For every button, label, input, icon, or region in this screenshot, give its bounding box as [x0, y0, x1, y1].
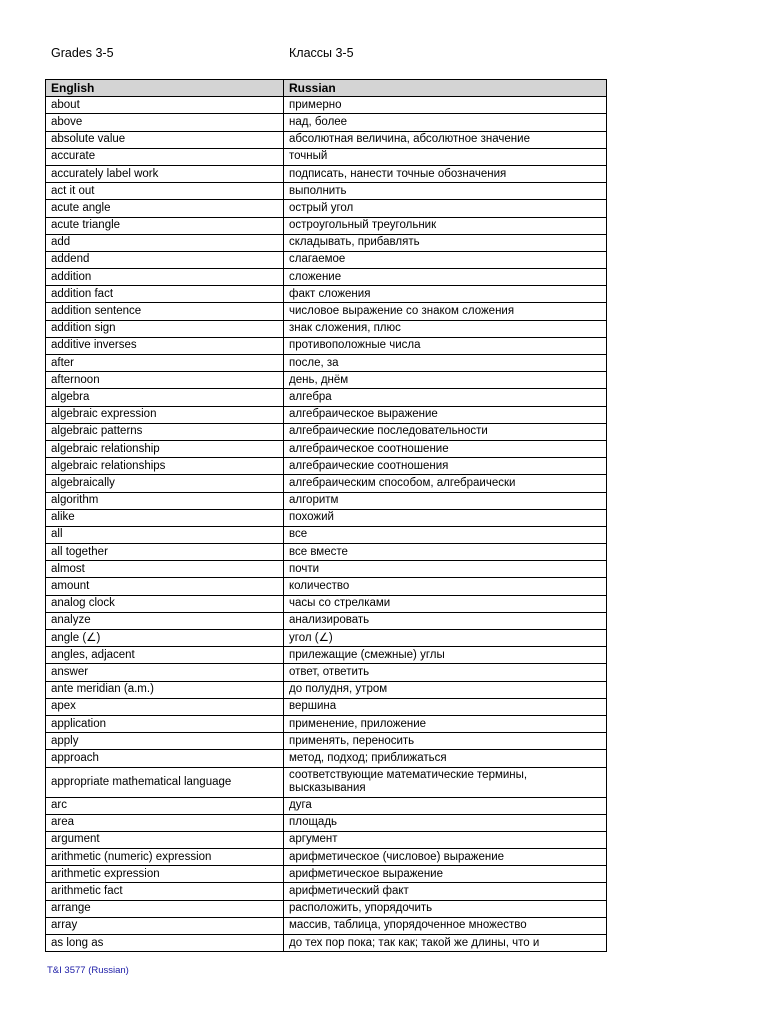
table-row: [46, 303, 607, 320]
table-row: [46, 935, 607, 952]
russian-term: до полудня, утром: [284, 681, 607, 698]
table-row: [46, 251, 607, 268]
russian-term: алгоритм: [284, 492, 607, 509]
table-header-row: [46, 80, 607, 97]
russian-term: все: [284, 526, 607, 543]
russian-term: сложение: [284, 269, 607, 286]
russian-term: вершина: [284, 698, 607, 715]
russian-term: остроугольный треугольник: [284, 217, 607, 234]
english-term: application: [46, 715, 284, 732]
russian-term: арифметический факт: [284, 883, 607, 900]
russian-term: арифметическое выражение: [284, 866, 607, 883]
russian-term: день, днём: [284, 372, 607, 389]
english-term: absolute value: [46, 131, 284, 148]
russian-term: алгебраические соотношения: [284, 458, 607, 475]
russian-term: соответствующие математические термины, высказывания: [284, 767, 607, 797]
table-row: [46, 269, 607, 286]
english-term: arc: [46, 797, 284, 814]
russian-term: количество: [284, 578, 607, 595]
english-term: all together: [46, 544, 284, 561]
english-term: algebraic expression: [46, 406, 284, 423]
english-term: acute triangle: [46, 217, 284, 234]
table-row: [46, 372, 607, 389]
english-term: algebraic relationships: [46, 458, 284, 475]
russian-term: числовое выражение со знаком сложения: [284, 303, 607, 320]
table-row: [46, 544, 607, 561]
russian-term: складывать, прибавлять: [284, 234, 607, 251]
table-row: [46, 148, 607, 165]
english-term: algebra: [46, 389, 284, 406]
table-row: [46, 561, 607, 578]
header-grades-russian: Классы 3-5: [289, 46, 354, 60]
english-term: addition fact: [46, 286, 284, 303]
table-row: [46, 664, 607, 681]
table-row: [46, 509, 607, 526]
russian-term: расположить, упорядочить: [284, 900, 607, 917]
russian-term: точный: [284, 148, 607, 165]
english-term: as long as: [46, 935, 284, 952]
table-row: [46, 320, 607, 337]
table-row: [46, 797, 607, 814]
glossary-table: [45, 79, 607, 952]
english-term: all: [46, 526, 284, 543]
english-term: analog clock: [46, 595, 284, 612]
english-term: accurate: [46, 148, 284, 165]
russian-term: массив, таблица, упорядоченное множество: [284, 917, 607, 934]
russian-term: над, более: [284, 114, 607, 131]
russian-term: факт сложения: [284, 286, 607, 303]
table-row: [46, 200, 607, 217]
table-row: [46, 526, 607, 543]
header-grades-english: Grades 3-5: [51, 46, 114, 60]
russian-term: анализировать: [284, 612, 607, 629]
russian-term: алгебраическое соотношение: [284, 440, 607, 457]
english-term: argument: [46, 831, 284, 848]
table-row: [46, 440, 607, 457]
table-row: [46, 475, 607, 492]
table-row: [46, 423, 607, 440]
russian-term: применять, переносить: [284, 733, 607, 750]
english-term: angle (∠): [46, 630, 284, 647]
table-row: [46, 217, 607, 234]
table-row: [46, 715, 607, 732]
table-row: [46, 750, 607, 767]
russian-term: арифметическое (числовое) выражение: [284, 849, 607, 866]
english-term: array: [46, 917, 284, 934]
english-term: arithmetic fact: [46, 883, 284, 900]
russian-term: подписать, нанести точные обозначения: [284, 165, 607, 182]
table-row: [46, 406, 607, 423]
english-term: additive inverses: [46, 337, 284, 354]
english-term: answer: [46, 664, 284, 681]
russian-term: острый угол: [284, 200, 607, 217]
table-row: [46, 831, 607, 848]
russian-term: алгебра: [284, 389, 607, 406]
column-header-english: English: [46, 80, 284, 97]
table-row: [46, 698, 607, 715]
russian-term: алгебраическим способом, алгебраически: [284, 475, 607, 492]
russian-term: применение, приложение: [284, 715, 607, 732]
russian-term: слагаемое: [284, 251, 607, 268]
russian-term: почти: [284, 561, 607, 578]
table-row: [46, 866, 607, 883]
table-row: [46, 647, 607, 664]
english-term: ante meridian (a.m.): [46, 681, 284, 698]
russian-term: часы со стрелками: [284, 595, 607, 612]
table-row: [46, 900, 607, 917]
english-term: afternoon: [46, 372, 284, 389]
english-term: about: [46, 97, 284, 114]
table-row: [46, 630, 607, 647]
english-term: apex: [46, 698, 284, 715]
english-term: addition: [46, 269, 284, 286]
table-row: [46, 234, 607, 251]
english-term: arithmetic (numeric) expression: [46, 849, 284, 866]
english-term: approach: [46, 750, 284, 767]
english-term: accurately label work: [46, 165, 284, 182]
russian-term: площадь: [284, 814, 607, 831]
table-row: [46, 849, 607, 866]
russian-term: выполнить: [284, 183, 607, 200]
table-row: [46, 165, 607, 182]
table-row: [46, 97, 607, 114]
table-row: [46, 814, 607, 831]
english-term: arithmetic expression: [46, 866, 284, 883]
table-row: [46, 578, 607, 595]
english-term: almost: [46, 561, 284, 578]
english-term: act it out: [46, 183, 284, 200]
table-row: [46, 767, 607, 797]
russian-term: после, за: [284, 355, 607, 372]
table-row: [46, 337, 607, 354]
english-term: acute angle: [46, 200, 284, 217]
table-row: [46, 355, 607, 372]
russian-term: алгебраические последовательности: [284, 423, 607, 440]
russian-term: угол (∠): [284, 630, 607, 647]
table-row: [46, 492, 607, 509]
english-term: addition sentence: [46, 303, 284, 320]
russian-term: до тех пор пока; так как; такой же длины, что и: [284, 935, 607, 952]
russian-term: алгебраическое выражение: [284, 406, 607, 423]
table-row: [46, 286, 607, 303]
russian-term: похожий: [284, 509, 607, 526]
footer-code: T&I 3577 (Russian): [47, 965, 129, 976]
table-row: [46, 114, 607, 131]
table-row: [46, 733, 607, 750]
column-header-russian: Russian: [284, 80, 607, 97]
english-term: alike: [46, 509, 284, 526]
english-term: add: [46, 234, 284, 251]
table-row: [46, 389, 607, 406]
english-term: algebraic relationship: [46, 440, 284, 457]
table-row: [46, 681, 607, 698]
english-term: angles, adjacent: [46, 647, 284, 664]
english-term: arrange: [46, 900, 284, 917]
table-row: [46, 612, 607, 629]
russian-term: метод, подход; приближаться: [284, 750, 607, 767]
english-term: amount: [46, 578, 284, 595]
russian-term: все вместе: [284, 544, 607, 561]
english-term: algebraic patterns: [46, 423, 284, 440]
table-row: [46, 183, 607, 200]
english-term: analyze: [46, 612, 284, 629]
english-term: addend: [46, 251, 284, 268]
english-term: above: [46, 114, 284, 131]
table-row: [46, 917, 607, 934]
russian-term: прилежащие (смежные) углы: [284, 647, 607, 664]
english-term: addition sign: [46, 320, 284, 337]
table-row: [46, 595, 607, 612]
russian-term: примерно: [284, 97, 607, 114]
table-row: [46, 458, 607, 475]
english-term: algebraically: [46, 475, 284, 492]
russian-term: дуга: [284, 797, 607, 814]
english-term: apply: [46, 733, 284, 750]
russian-term: противоположные числа: [284, 337, 607, 354]
english-term: algorithm: [46, 492, 284, 509]
table-row: [46, 131, 607, 148]
english-term: appropriate mathematical language: [46, 767, 284, 797]
russian-term: знак сложения, плюс: [284, 320, 607, 337]
english-term: area: [46, 814, 284, 831]
glossary-body: [46, 97, 607, 952]
russian-term: аргумент: [284, 831, 607, 848]
table-row: [46, 883, 607, 900]
english-term: after: [46, 355, 284, 372]
russian-term: ответ, ответить: [284, 664, 607, 681]
russian-term: абсолютная величина, абсолютное значение: [284, 131, 607, 148]
